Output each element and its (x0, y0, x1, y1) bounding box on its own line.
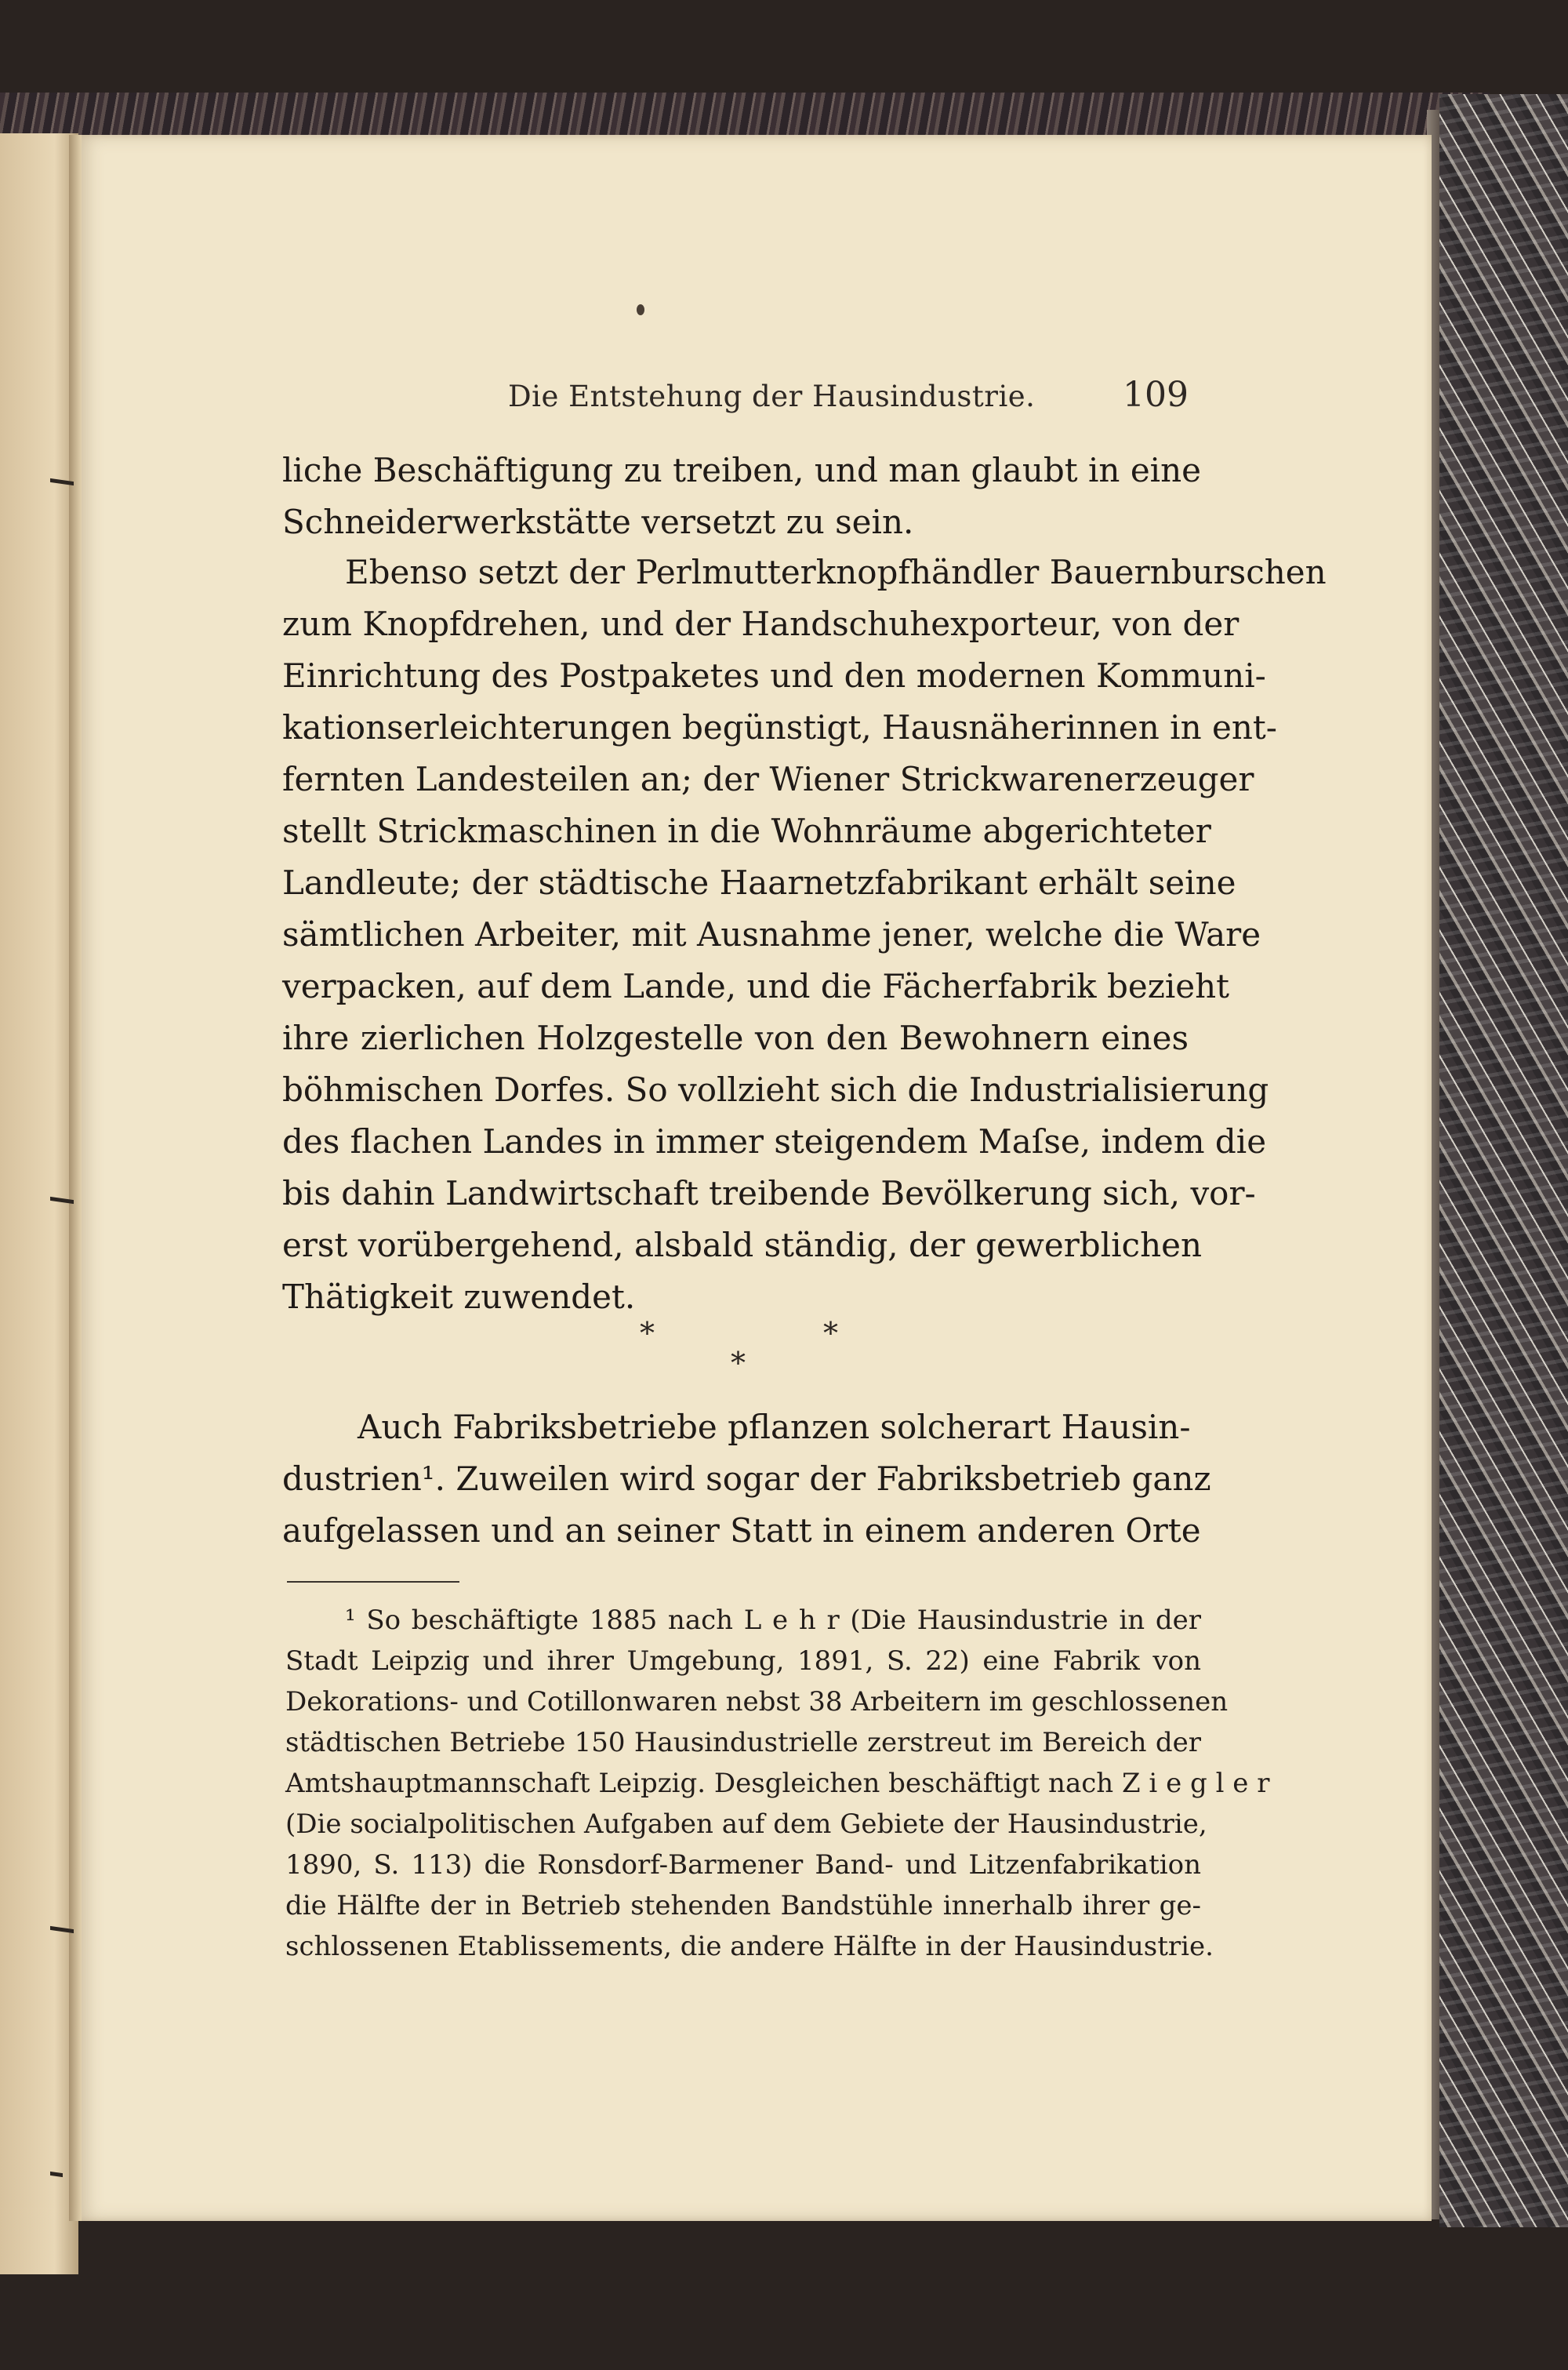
text-line: böhmischen Dorfes. So vollzieht sich die Industrialisierung (282, 1070, 1269, 1109)
footnote-line: Dekorations- und Cotillonwaren nebst 38 Arbeitern im geschlossenen (285, 1686, 1229, 1718)
text-line: Einrichtung des Postpaketes und den modernen Kommuni- (282, 656, 1266, 695)
footnote-line: städtischen Betriebe 150 Hausindustrielle zerstreut im Bereich der (285, 1727, 1201, 1758)
page-number: 109 (1123, 375, 1189, 415)
text-line: ihre zierlichen Holzgestelle von den Bewohnern eines (282, 1019, 1189, 1057)
text-line: verpacken, auf dem Lande, und die Fächerfabrik bezieht (282, 967, 1230, 1005)
footnote-line: 1890, S. 113) die Ronsdorf-Barmener Band- und Litzenfabrikation (285, 1849, 1201, 1881)
footnote-line: Stadt Leipzig und ihrer Umgebung, 1891, S. 22) eine Fabrik von (285, 1645, 1201, 1677)
text-line: stellt Strickmaschinen in die Wohnräume abgerichteter (282, 812, 1211, 850)
footnote-line: schlossenen Etablissements, die andere Hälfte in der Hausindustrie. (285, 1931, 1214, 1962)
text-line: dustrien¹. Zuweilen wird sogar der Fabriksbetrieb ganz (282, 1459, 1211, 1498)
text-line: fernten Landesteilen an; der Wiener Strickwarenerzeuger (282, 760, 1254, 798)
page-gutter (69, 135, 82, 2221)
ink-speck (637, 304, 644, 315)
text-line: Schneiderwerkstätte versetzt zu sein. (282, 503, 914, 541)
running-header (508, 375, 1189, 423)
text-line: sämtlichen Arbeiter, mit Ausnahme jener, welche die Ware (282, 915, 1261, 954)
footnote-line: (Die socialpolitischen Aufgaben auf dem Gebiete der Hausindustrie, (285, 1808, 1207, 1840)
text-line: Landleute; der städtische Haarnetzfabrikant erhält seine (282, 863, 1236, 902)
text-line: kationserleichterungen begünstigt, Hausnäherinnen in ent- (282, 708, 1277, 747)
footnote-line: die Hälfte der in Betrieb stehenden Bandstühle innerhalb ihrer ge- (285, 1890, 1201, 1921)
text-line: Thätigkeit zuwendet. (282, 1278, 636, 1316)
text-line: des flachen Landes in immer steigendem Maſse, indem die (282, 1122, 1267, 1161)
section-break: * * * (282, 1316, 1189, 1394)
text-line: Ebenso setzt der Perlmutterknopfhändler Bauernburschen (345, 553, 1327, 591)
footnote-rule (287, 1581, 459, 1583)
marbled-cover-right (1439, 94, 1568, 2227)
running-title: Die Entstehung der Hausindustrie. (508, 380, 1036, 413)
section-break-label (282, 1316, 283, 1317)
text-line: bis dahin Landwirtschaft treibende Bevölkerung sich, vor- (282, 1174, 1256, 1212)
text-line: aufgelassen und an seiner Statt in einem anderen Orte (282, 1511, 1201, 1550)
footnote-line: Amtshauptmannschaft Leipzig. Desgleichen beschäftigt nach Z i e g l e r (285, 1768, 1270, 1799)
text-line: Auch Fabriksbetriebe pflanzen solcherart Hausin- (358, 1408, 1191, 1446)
left-page-edge (0, 133, 78, 2274)
text-line: erst vorübergehend, alsbald ständig, der gewerblichen (282, 1226, 1203, 1264)
text-line: liche Beschäftigung zu treiben, und man glaubt in eine (282, 451, 1202, 489)
footnote-line: ¹ So beschäftigte 1885 nach L e h r (Die Hausindustrie in der (345, 1605, 1201, 1636)
text-line: zum Knopfdrehen, und der Handschuhexporteur, von der (282, 605, 1240, 643)
